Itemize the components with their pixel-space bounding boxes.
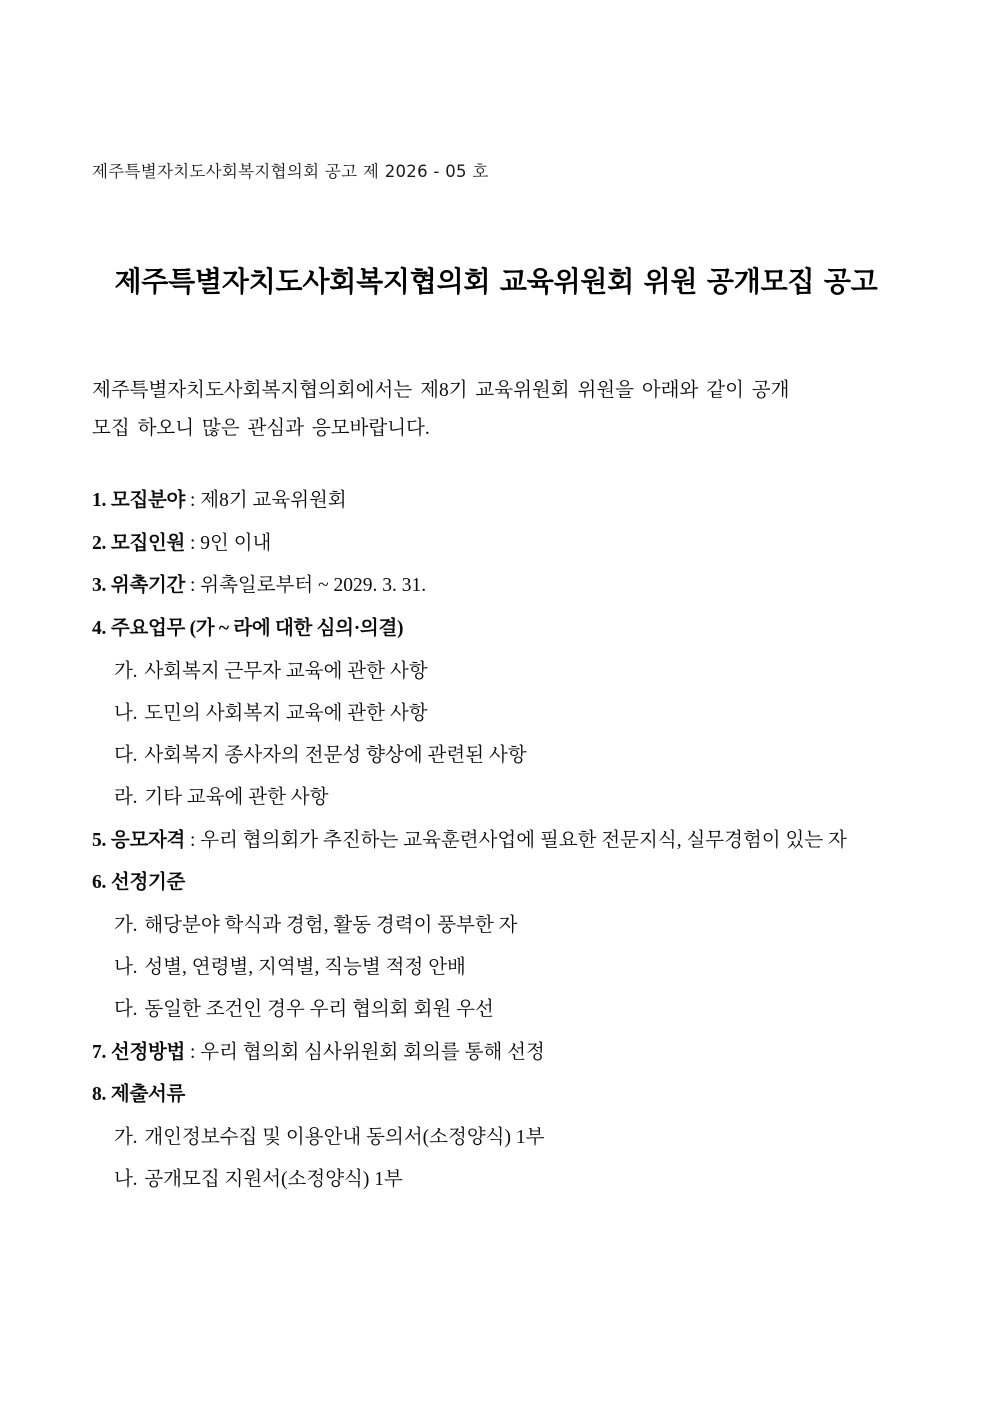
notice-sub-item bbox=[92, 657, 900, 686]
notice-sub-item-marker: 나. bbox=[114, 1169, 138, 1191]
notice-item-label: 응모자격 bbox=[110, 829, 186, 851]
notice-item-separator: : bbox=[185, 1041, 201, 1063]
notice-item bbox=[92, 1038, 900, 1068]
notice-item-number: 6. bbox=[92, 872, 107, 894]
notice-number: 제주특별자치도사회복지협의회 공고 제 2026 - 05 호 bbox=[92, 162, 489, 181]
notice-item-label: 주요업무 (가 ~ 라에 대한 심의·의결) bbox=[110, 617, 404, 639]
notice-item-value: 위촉일로부터 ~ 2029. 3. 31. bbox=[200, 575, 427, 597]
notice-item bbox=[92, 868, 900, 898]
notice-item-number: 7. bbox=[92, 1041, 107, 1063]
notice-item-value: 9인 이내 bbox=[200, 532, 272, 554]
intro-line-2: 모집 하오니 많은 관심과 응모바랍니다. bbox=[92, 418, 430, 440]
notice-sub-item-marker: 나. bbox=[114, 702, 138, 724]
notice-sub-item-text: 공개모집 지원서(소정양식) 1부 bbox=[144, 1169, 403, 1191]
notice-item-number: 4. bbox=[92, 617, 107, 639]
notice-item bbox=[92, 529, 900, 559]
notice-sub-item bbox=[92, 699, 900, 728]
notice-items bbox=[92, 486, 900, 1194]
notice-sub-item-marker: 가. bbox=[114, 1126, 138, 1148]
notice-item-label: 위촉기간 bbox=[110, 575, 186, 597]
notice-item-separator: : bbox=[185, 829, 201, 851]
notice-sub-item-marker: 라. bbox=[114, 787, 138, 809]
notice-sub-item-marker: 다. bbox=[114, 745, 138, 767]
notice-sub-item bbox=[92, 783, 900, 812]
notice-item-value: 우리 협의회 심사위원회 회의를 통해 선정 bbox=[200, 1041, 545, 1063]
notice-sub-item bbox=[92, 741, 900, 770]
notice-item-label: 선정방법 bbox=[110, 1041, 186, 1063]
notice-sub-item-marker: 다. bbox=[114, 999, 138, 1021]
notice-sub-item-marker: 가. bbox=[114, 660, 138, 682]
notice-item bbox=[92, 826, 900, 856]
notice-item-number: 3. bbox=[92, 575, 107, 597]
notice-sub-item-text: 개인정보수집 및 이용안내 동의서(소정양식) 1부 bbox=[144, 1126, 545, 1148]
notice-sub-item bbox=[92, 1123, 900, 1152]
notice-item-number: 1. bbox=[92, 490, 107, 512]
notice-sub-item-marker: 나. bbox=[114, 957, 138, 979]
notice-item-label: 모집분야 bbox=[110, 490, 186, 512]
notice-item bbox=[92, 614, 900, 644]
notice-sub-item bbox=[92, 1165, 900, 1194]
notice-sub-item-text: 동일한 조건인 경우 우리 협의회 회원 우선 bbox=[144, 999, 494, 1021]
notice-item-separator: : bbox=[185, 490, 201, 512]
notice-item bbox=[92, 571, 900, 601]
notice-sub-item-text: 해당분야 학식과 경험, 활동 경력이 풍부한 자 bbox=[144, 914, 518, 936]
intro-line-1: 제주특별자치도사회복지협의회에서는 제8기 교육위원회 위원을 아래와 같이 공개 bbox=[92, 380, 790, 401]
notice-sub-item-marker: 가. bbox=[114, 914, 138, 936]
notice-sub-item bbox=[92, 911, 900, 940]
notice-sub-item bbox=[92, 953, 900, 982]
notice-item-label: 제출서류 bbox=[110, 1084, 186, 1106]
notice-item-separator: : bbox=[185, 575, 201, 597]
notice-sub-item-text: 성별, 연령별, 지역별, 직능별 적정 안배 bbox=[144, 957, 466, 979]
notice-sub-item-text: 기타 교육에 관한 사항 bbox=[144, 787, 329, 809]
notice-item-number: 2. bbox=[92, 532, 107, 554]
notice-item bbox=[92, 1080, 900, 1110]
notice-sub-item-text: 도민의 사회복지 교육에 관한 사항 bbox=[144, 702, 428, 724]
notice-item-number: 8. bbox=[92, 1084, 107, 1106]
notice-item-separator: : bbox=[185, 532, 201, 554]
notice-item bbox=[92, 486, 900, 516]
notice-item-value: 우리 협의회가 추진하는 교육훈련사업에 필요한 전문지식, 실무경험이 있는 자 bbox=[200, 829, 847, 851]
notice-item-label: 선정기준 bbox=[110, 872, 186, 894]
notice-sub-item bbox=[92, 995, 900, 1024]
notice-item-number: 5. bbox=[92, 829, 107, 851]
notice-item-value: 제8기 교육위원회 bbox=[200, 490, 347, 512]
page-title: 제주특별자치도사회복지협의회 교육위원회 위원 공개모집 공고 bbox=[114, 265, 878, 298]
intro-paragraph bbox=[92, 372, 900, 448]
notice-sub-item-text: 사회복지 종사자의 전문성 향상에 관련된 사항 bbox=[144, 745, 527, 767]
notice-item-label: 모집인원 bbox=[110, 532, 186, 554]
notice-sub-item-text: 사회복지 근무자 교육에 관한 사항 bbox=[144, 660, 428, 682]
